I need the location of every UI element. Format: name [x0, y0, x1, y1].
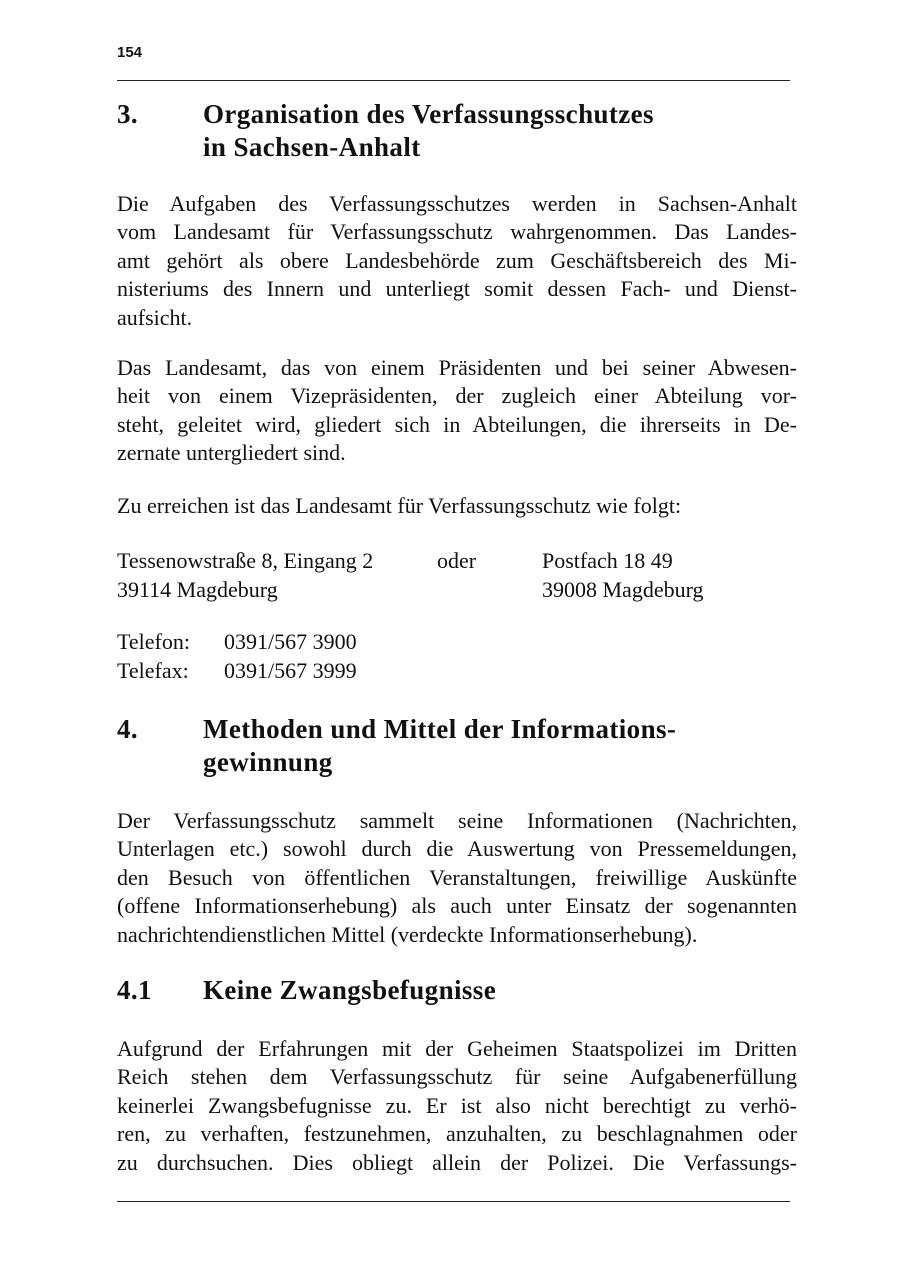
address-connector: oder	[437, 548, 477, 573]
paragraph-structure	[117, 354, 797, 468]
fax-label: Telefax:	[117, 658, 189, 683]
text-line: Der Verfassungsschutz sammelt seine Informationen (Nachrichten,	[117, 808, 797, 833]
text-line: keinerlei Zwangsbefugnisse zu. Er ist also nicht berechtigt zu verhö-	[117, 1092, 797, 1118]
text-line: aufsicht.	[117, 304, 193, 330]
text-line: zu durchsuchen. Dies obliegt allein der Polizei. Die Verfassungs-	[117, 1149, 797, 1175]
text-line: Das Landesamt, das von einem Präsidenten und bei seiner Abwesen-	[117, 355, 797, 380]
text-line: den Besuch von öffentlichen Veranstaltungen, freiwillige Auskünfte	[117, 864, 797, 890]
section-3-title-line: in Sachsen-Anhalt	[203, 132, 421, 162]
paragraph-contact-intro	[117, 492, 797, 520]
text-line: Aufgrund der Erfahrungen mit der Geheimen Staatspolizei im Dritten	[117, 1036, 797, 1061]
phone-value: 0391/567 3900	[224, 629, 357, 654]
text-line: steht, geleitet wird, gliedert sich in Abteilungen, die ihrerseits in De-	[117, 411, 797, 437]
section-4-1-title-line: Keine Zwangsbefugnisse	[203, 975, 497, 1005]
section-4-1-title	[203, 974, 793, 1007]
paragraph-no-coercive-powers	[117, 1035, 797, 1177]
text-line: Unterlagen etc.) sowohl durch die Auswertung von Pressemeldungen,	[117, 836, 797, 862]
paragraph-methods	[117, 807, 797, 949]
section-4-title-line: Methoden und Mittel der Informations-	[203, 714, 677, 744]
text-line: ren, zu verhaften, festzunehmen, anzuhalten, zu beschlagnahmen oder	[117, 1121, 797, 1147]
paragraph-organisation	[117, 190, 797, 332]
text-line: Reich stehen dem Verfassungsschutz für seine Aufgabenerfüllung	[117, 1064, 797, 1090]
footer-rule	[117, 1201, 790, 1202]
section-4-title	[203, 713, 793, 779]
text-line: nachrichtendienstlichen Mittel (verdeckte Informationserhebung).	[117, 921, 698, 947]
header-rule	[117, 80, 790, 81]
phone-label: Telefon:	[117, 629, 190, 654]
section-3-title-line: Organisation des Verfassungsschutzes	[203, 99, 654, 129]
address-street: Tessenowstraße 8, Eingang 2	[117, 548, 374, 573]
address-postbox-city: 39008 Magdeburg	[542, 577, 704, 602]
text-line: Zu erreichen ist das Landesamt für Verfassungsschutz wie folgt:	[117, 493, 682, 518]
text-line: heit von einem Vizepräsidenten, der zugleich einer Abteilung vor-	[117, 383, 797, 409]
fax-value: 0391/567 3999	[224, 658, 357, 683]
section-4-title-line: gewinnung	[203, 747, 333, 777]
section-4-number: 4.	[117, 714, 139, 744]
section-4-1-number: 4.1	[117, 975, 152, 1005]
section-3-number: 3.	[117, 99, 139, 129]
text-line: nisteriums des Innern und unterliegt somit dessen Fach- und Dienst-	[117, 276, 797, 302]
text-line: Die Aufgaben des Verfassungsschutzes werden in Sachsen-Anhalt	[117, 191, 797, 216]
text-line: vom Landesamt für Verfassungsschutz wahrgenommen. Das Landes-	[117, 219, 797, 245]
section-3-title	[203, 98, 793, 164]
address-city: 39114 Magdeburg	[117, 577, 278, 602]
address-postbox: Postfach 18 49	[542, 548, 673, 573]
text-line: zernate untergliedert sind.	[117, 440, 346, 466]
text-line: (offene Informationserhebung) als auch unter Einsatz der sogenannten	[117, 893, 797, 919]
text-line: amt gehört als obere Landesbehörde zum Geschäftsbereich des Mi-	[117, 247, 797, 273]
page-number: 154	[117, 44, 143, 61]
